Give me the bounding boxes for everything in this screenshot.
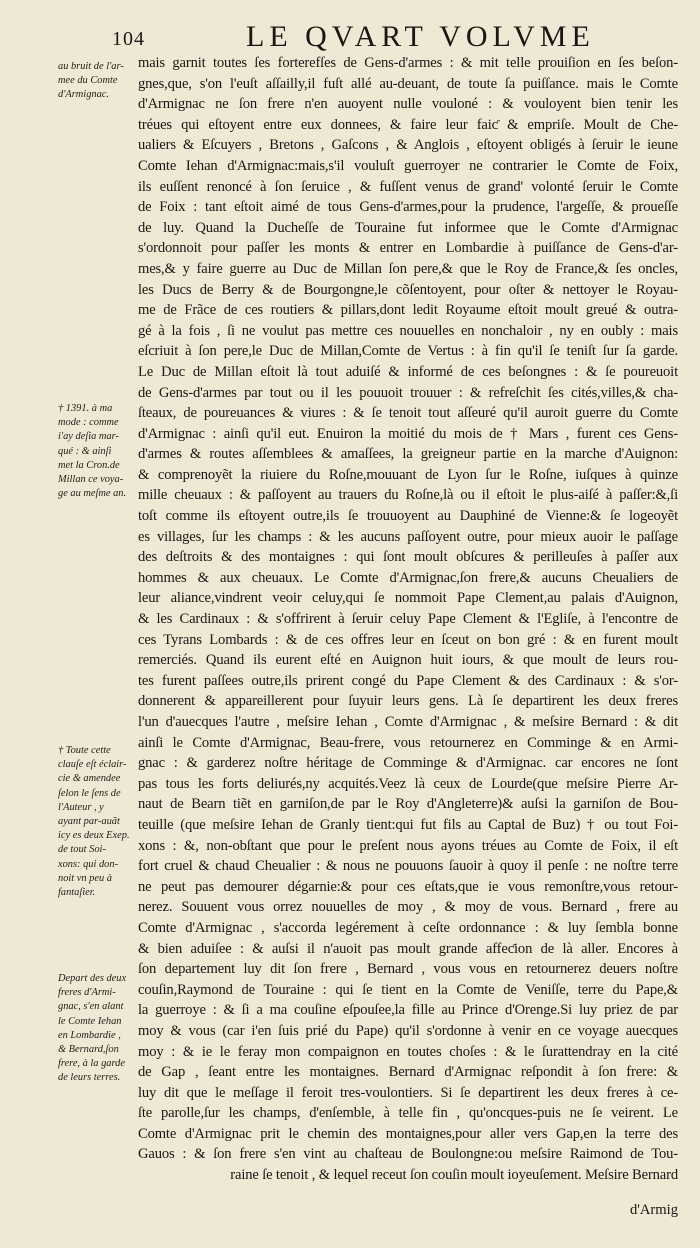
margin-note-3: [58, 744, 138, 900]
margin-note-line: frere, à la garde: [58, 1058, 125, 1070]
text-line: ualiers & Eſcuyers , Bretons , Gaſcons , & Anglois , eſtoyent obligés à ſeruir le ieune: [138, 137, 678, 154]
text-line: es villages, ſur les champs : & les aucuns paſſoyent outre, pour mieux auoir le paſſage: [138, 528, 678, 545]
margin-note-line: l'Auteur , y: [58, 801, 104, 813]
text-line: donnerent & appareillerent pour ſuyuir leurs gens. Là ſe departirent les deux freres: [138, 693, 678, 710]
text-line: la guerroye : & ſi a ma couſine eſpouſee,la fille au Prince d'Orenge.Si luy priez de par: [138, 1002, 678, 1019]
text-line: gé à la fois , ſi ne voulut pas mettre ces nouuelles en nonchaloir , ny en oubly : mais: [138, 322, 678, 339]
text-line: s'ordonnoit pour paſſer les monts & entrer en Lombardie à puiſſance de Gens-d'ar-: [138, 240, 678, 257]
text-line: remerciés. Quand ils eurent eſté en Auignon huit iours, & que moult de leurs rou-: [138, 652, 678, 669]
margin-note-line: icy es deux Exep.: [58, 830, 130, 842]
margin-note-line: de leurs terres.: [58, 1072, 121, 1084]
running-head: LE QVART VOLVME: [246, 20, 595, 53]
text-line: toſt comme ils eſtoyent outre,ils ſe trouuoyent au Dauphiné de Vienne:& ſe logeoyẽt: [138, 508, 678, 525]
text-line: ſte parolle,ſur les champs, d'enſemble, à telle fin , qu'oncques-puis ne ſe veirent. Le: [138, 1105, 678, 1122]
margin-note-line: de tout Soi-: [58, 844, 106, 856]
margin-note-line: & Bernard,ſon: [58, 1044, 119, 1056]
text-line: pas tous les forts deliurés,ny acquités.Veez là ceux de Lourde(que meſsire Pierre Ar-: [138, 775, 678, 792]
margin-note-line: en Lombardie ,: [58, 1029, 121, 1041]
text-line: Comte d'Armignac , s'accorda legérement à ceſte ordonnance : & luy ſembla bonne: [138, 919, 678, 936]
text-line: d'Armignac ne ſon frere n'en auoyent nulle vouloné : & vouloyent bien tenir les: [138, 96, 678, 113]
margin-note-line: clauſe eſt éclair-: [58, 759, 127, 771]
text-line: des deſtroits & des montaignes : qui ſont moult obſcures & perilleuſes à paſſer aux: [138, 549, 678, 566]
text-line: nerez. Souuent vous orrez nouuelles de moy , & moy de vous. Bernard , frere au: [138, 899, 678, 916]
text-line: mes,& y faire guerre au Duc de Millan ſon pere,& que le Roy de France,& ſes oncles,: [138, 260, 678, 277]
text-line: leur aliance,vindrent veoir celuy,qui ſe nommoit Pape Clement,au palais d'Auignon,: [138, 590, 678, 607]
text-line: ces Tyrans Lombards : & de ces offres leur en ſceut on bon gré : & en furent moult: [138, 631, 678, 648]
margin-note-line: i'ay deſia mar-: [58, 431, 119, 443]
margin-note-line: gnac, s'en alant: [58, 1001, 124, 1013]
text-line: couſin,Raymond de Touraine : qui ſe tient en la Comte de Veniſſe, terre du Pape,&: [138, 981, 678, 998]
page-number: 104: [112, 28, 145, 50]
text-line: raine ſe tenoit , & lequel receut ſon couſin moult ioyeuſement. Meſsire Bernard: [230, 1167, 678, 1184]
text-line: d'armes & routes aſſemblees & amaſſees, la greigneur partie en la marche d'Auignon:: [138, 446, 678, 463]
text-line: xons : &, non-obſtant que pour le preſent nous ayons tréues au Comte de Foix, il eſt: [138, 837, 678, 854]
catchword: [630, 1200, 678, 1221]
margin-note-line: xons: qui don-: [58, 858, 119, 870]
text-line: ne peut pas demourer dégarnie:& pour ces eſtats,que ie vous remonſtre,vous retour-: [138, 878, 678, 895]
margin-note-line: cie & amendee: [58, 773, 121, 785]
text-line: & comprenoyẽt la riuiere du Roſne,mouuant de Lyon ſur le Roſne, iuſques à quinze: [138, 466, 678, 483]
text-line: de Gap , ſeant entre les montaignes. Bernard d'Armignac reſpondit à ſon frere: &: [138, 1064, 678, 1081]
margin-note-line: noit vn peu à: [58, 872, 112, 884]
text-line: mais garnit toutes ſes forterefſes de Gens-d'armes : & mit telle prouiſion en ſes beſon-: [138, 55, 678, 71]
margin-note-line: d'Armignac.: [58, 89, 109, 101]
text-line: moy & vous (car i'en ſuis prié du Pape) qu'il s'ordonne à venir en ce voyage auecques: [138, 1022, 678, 1039]
text-line: mille cheuaux : & paſſoyent au trauers du Roſne,là ou il eſtoit le plus-aiſé à paſſer:&,ſi: [138, 487, 678, 504]
margin-note-line: Millan ce voya-: [58, 474, 124, 486]
text-line: de Gens-d'armes par tout ou il les pouuoit trouuer : & refreſchit ſes cités,villes,& cha-: [138, 384, 678, 401]
margin-note-line: au bruit de l'ar-: [58, 61, 124, 72]
text-line: tréues qui eſtoyent entre eux donnees, & faire leur faiƈ & empriſe. Moult de Che-: [138, 116, 678, 133]
margin-note-line: met la Cron.de: [58, 459, 120, 471]
text-line: Comte d'Armignac prit le chemin des montaignes,pour aller vers Gap,en la terre des: [138, 1125, 678, 1142]
text-line: l'un d'auecques l'autre , meſsire Iehan , Comte d'Armignac , & meſsire Bernard : & dit: [138, 714, 678, 730]
text-line: naut de Bearn tiẽt en garniſon,de par le Roy d'Angleterre)& auſsi la garniſon de Bou-: [138, 796, 678, 813]
text-line: Gauos : & ſon frere s'en vint au chaſteau de Boulongne:ou meſsire Raimond de Tou-: [138, 1146, 678, 1163]
text-line: eſcriuit à ſon pere,le Duc de Millan,Comte de Vertus : à fin qu'il ſe teniſt ſur ſa garde.: [138, 343, 678, 360]
text-line: Le Duc de Millan eſtoit là tout aduiſé & informé de ces beſongnes : & ſe poureuoit: [138, 363, 678, 380]
text-line: hommes & aux cheuaux. Le Comte d'Armignac,ſon frere,& aucuns Cheualiers de: [138, 569, 678, 586]
margin-note-2: [58, 402, 138, 501]
margin-note-line: ſelon le ſens de: [58, 787, 121, 799]
text-line: & bien aduiſee : & auſsi il n'auoit pas moult grande affeƈion de là aller. Encores à: [138, 940, 678, 957]
text-line: me de Frãce de ces routiers & pillars,dont ledit Royaume eſtoit moult greué & outra-: [138, 302, 678, 319]
margin-note-line: ayant par-auãt: [58, 816, 120, 828]
margin-note-line: qué : & ainſi: [58, 445, 112, 457]
margin-note-line: freres d'Armi-: [58, 987, 116, 999]
text-line: ils euſſent renoncé à ſon ſeruice , & fuſſent venus de grand' volonté ſeruir le Comte: [138, 178, 678, 195]
text-line: ſteaux, de poureuances & viures : & ſe tenoit tout aſſeuré qu'il auroit guerre du Comte: [138, 405, 678, 422]
text-line: ainſi le Comte d'Armignac, Beau-frere, vous retournerez en Comminge & en Armi-: [138, 734, 678, 751]
margin-note-line: mode : comme: [58, 417, 119, 429]
text-line: Comte Iehan d'Armignac:mais,s'il vouluſt guerroyer ne contrarier le Comte de Foix,: [138, 157, 678, 174]
margin-note-line: le Comte Iehan: [58, 1015, 122, 1027]
catchword-text: d'Armig: [629, 1202, 678, 1218]
margin-note-4: [58, 972, 138, 1086]
body-text: [138, 53, 678, 1186]
margin-note-1: [58, 60, 138, 103]
text-line: fort cruel & chaud Cheualier : & nous ne pouuons ſauoir à quoy il penſe : ne noſtre terre: [138, 858, 678, 875]
text-line: les Ducs de Berry & de Bourgongne,le cõſentoyent, pour oſter & nettoyer le Royau-: [138, 281, 678, 298]
margin-note-line: fantaſier.: [58, 887, 96, 899]
text-line: ſon departement luy dit ſon frere , Bernard , vous vous en retournerez deuers noſtre: [138, 961, 678, 978]
text-line: & les Cardinaux : & s'offrirent à ſeruir celuy Pape Clement & l'Egliſe, à l'encontre de: [138, 611, 678, 628]
text-line: de Foix : tant eſtoit aimé de tous Gens-d'armes,pour la prudence, l'argeſſe, & proueſſe: [138, 199, 678, 216]
text-line: gnes,que, s'on l'euſt aſſailly,il fuſt allé au-deuant, de toute ſa puiſſance. mais le Comte: [138, 75, 678, 92]
margin-note-line: Depart des deux: [58, 973, 127, 984]
text-line: de luy. Quand la Ducheſſe de Touraine fut informee que le Comte d'Armignac: [138, 219, 678, 236]
text-line: teuille (que meſsire Iehan de Granly tient:qui fut fils au Captal de Buz) † ou tout Foi-: [138, 816, 678, 833]
text-line: d'Armignac : ainſi qu'il eut. Enuiron la moitié du mois de † Mars , furent ces Gens-: [138, 425, 678, 442]
text-line: gnac : & garderez noſtre héritage de Comminge & d'Armignac. car encores ne ſont: [138, 755, 678, 772]
margin-note-line: † 1391. à ma: [58, 403, 113, 414]
text-line: tes furent paſſees outre,ils prirent congé du Pape Clement & des Cardinaux : & s'or-: [138, 672, 678, 689]
text-line: moy : & ie le feray mon compaignon en toutes choſes : & le ſurattendray en la cité: [138, 1043, 678, 1060]
text-line: luy dit que le meſſage il feroit tres-voulontiers. Si ſe departirent les deux freres à ce-: [138, 1084, 678, 1101]
margin-note-line: mee du Comte: [58, 75, 118, 87]
margin-note-line: † Toute cette: [58, 745, 111, 756]
margin-note-line: ge au meſme an.: [58, 488, 127, 500]
